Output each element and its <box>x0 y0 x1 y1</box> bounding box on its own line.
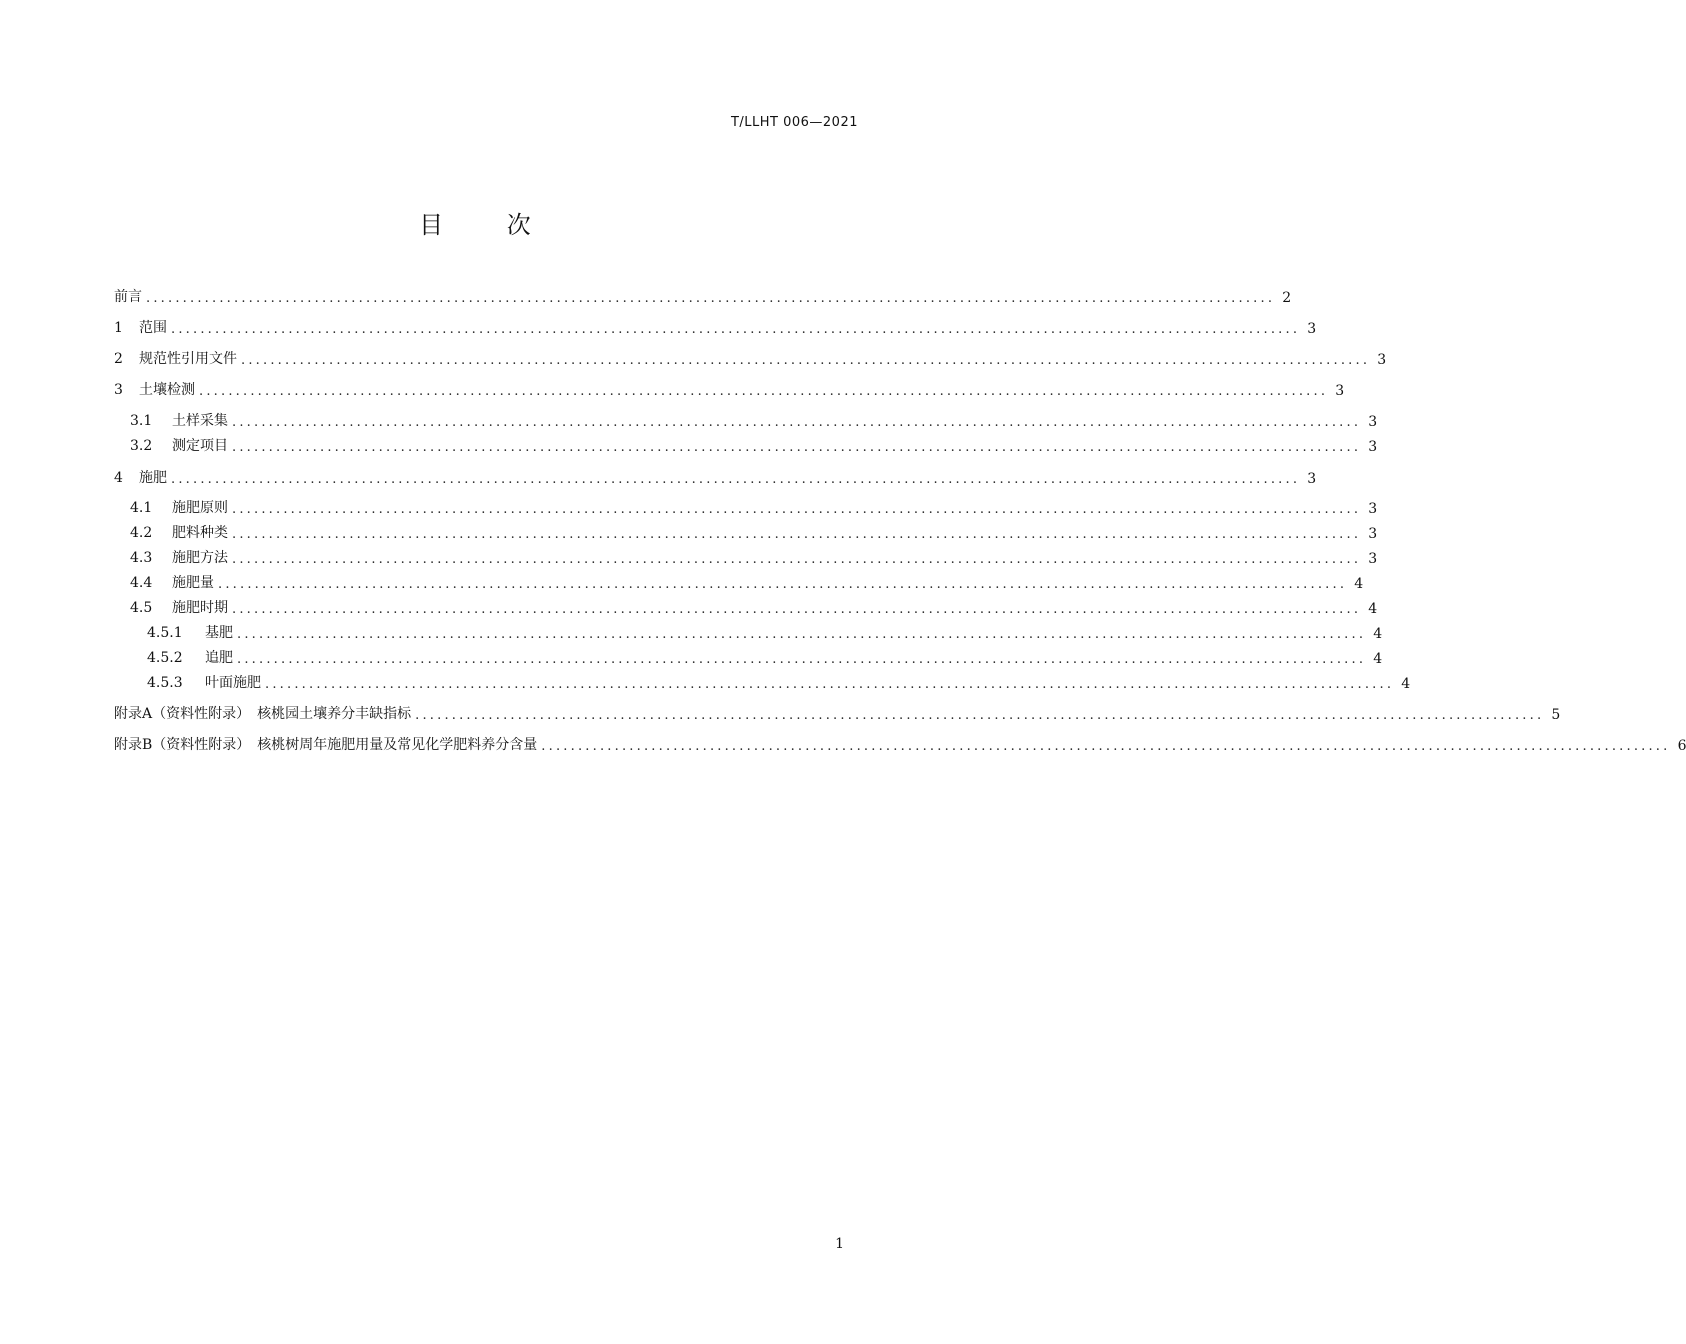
toc-entry-appendix-b[interactable] <box>114 734 1686 754</box>
toc-leader-dots: .......................................................................................................................................................... <box>232 415 1362 430</box>
toc-entry-text: 前言 <box>114 289 142 305</box>
toc-entry-label <box>130 522 230 542</box>
toc-entry-label <box>147 647 235 667</box>
toc-entry-number: 4.3 <box>130 550 153 566</box>
toc-entry-page: 3 <box>1368 501 1378 517</box>
toc-entry-number: 4 <box>114 470 123 486</box>
toc-entry-4-2[interactable] <box>114 522 1378 542</box>
toc-entry-page: 2 <box>1282 290 1292 306</box>
toc-leader-dots: .......................................................................................................................................................... <box>232 527 1362 542</box>
toc-entry-label <box>130 597 230 617</box>
toc-leader-dots: .......................................................................................................................................................... <box>541 739 1671 754</box>
document-code: T/LLHT 006—2021 <box>730 115 858 130</box>
toc-entry-text: 测定项目 <box>172 438 228 454</box>
toc-entry-4-5-2[interactable] <box>114 647 1383 667</box>
toc-entry-4[interactable] <box>114 467 1317 487</box>
toc-entry-3-1[interactable] <box>114 410 1378 430</box>
toc-leader-dots: .......................................................................................................................................................... <box>146 291 1276 306</box>
toc-leader-dots: .......................................................................................................................................................... <box>232 502 1362 517</box>
toc-entry-label <box>114 734 539 754</box>
toc-entry-label <box>130 547 230 567</box>
toc-entry-page: 4 <box>1401 676 1411 692</box>
toc-entry-text: 肥料种类 <box>172 525 228 541</box>
toc-entry-number: 2 <box>114 351 123 367</box>
toc-entry-label <box>130 572 216 592</box>
toc-entry-text: 追肥 <box>205 650 233 666</box>
toc-leader-dots: .......................................................................................................................................................... <box>218 577 1348 592</box>
toc-entry-page: 4 <box>1373 651 1383 667</box>
toc-entry-page: 3 <box>1368 414 1378 430</box>
toc-entry-number: 4.5 <box>130 600 153 616</box>
toc-entry-text: 施肥时期 <box>172 600 228 616</box>
toc-entry-label <box>147 622 235 642</box>
toc-entry-text: 叶面施肥 <box>205 675 261 691</box>
toc-entry-page: 6 <box>1677 738 1686 754</box>
toc-entry-page: 3 <box>1368 439 1378 455</box>
toc-entry-text: 施肥 <box>139 470 167 486</box>
toc-leader-dots: .......................................................................................................................................................... <box>265 677 1395 692</box>
toc-leader-dots: .......................................................................................................................................................... <box>199 384 1329 399</box>
toc-entry-page: 4 <box>1373 626 1383 642</box>
toc-entry-page: 3 <box>1307 321 1317 337</box>
toc-entry-number: 3.2 <box>130 438 153 454</box>
toc-leader-dots: .......................................................................................................................................................... <box>415 708 1545 723</box>
toc-entry-4-1[interactable] <box>114 497 1378 517</box>
toc-entry-3-2[interactable] <box>114 435 1378 455</box>
toc-entry-2[interactable] <box>114 348 1387 368</box>
toc-entry-number: 4.5.2 <box>147 650 183 666</box>
toc-entry-number: 3.1 <box>130 413 153 429</box>
toc-entry-number: 1 <box>114 320 123 336</box>
toc-entry-text: 土壤检测 <box>139 382 195 398</box>
toc-entry-label <box>130 435 230 455</box>
toc-leader-dots: .......................................................................................................................................................... <box>232 602 1362 617</box>
toc-entry-foreword[interactable] <box>114 286 1292 306</box>
toc-entry-number: 4.2 <box>130 525 153 541</box>
toc-leader-dots: .......................................................................................................................................................... <box>237 652 1367 667</box>
toc-leader-dots: .......................................................................................................................................................... <box>171 472 1301 487</box>
toc-entry-text: 规范性引用文件 <box>139 351 237 367</box>
toc-entry-4-5-3[interactable] <box>114 672 1411 692</box>
toc-entry-number: 4.1 <box>130 500 153 516</box>
toc-entry-label <box>114 286 144 306</box>
toc-entry-number: 3 <box>114 382 123 398</box>
toc-title: 目 次 <box>419 211 559 239</box>
toc-entry-1[interactable] <box>114 317 1317 337</box>
toc-entry-page: 3 <box>1368 526 1378 542</box>
toc-entry-number: 4.5.3 <box>147 675 183 691</box>
toc-entry-3[interactable] <box>114 379 1345 399</box>
toc-entry-label <box>114 467 169 487</box>
toc-entry-label <box>114 379 197 399</box>
toc-entry-label <box>114 317 169 337</box>
toc-leader-dots: .......................................................................................................................................................... <box>237 627 1367 642</box>
page-number: 1 <box>835 1236 844 1252</box>
toc-entry-text: 施肥方法 <box>172 550 228 566</box>
toc-entry-page: 3 <box>1307 471 1317 487</box>
toc-entry-text: 施肥原则 <box>172 500 228 516</box>
toc-entry-page: 3 <box>1368 551 1378 567</box>
toc-entry-page: 3 <box>1377 352 1387 368</box>
toc-entry-page: 3 <box>1335 383 1345 399</box>
toc-entry-label <box>147 672 263 692</box>
toc-leader-dots: .......................................................................................................................................................... <box>232 440 1362 455</box>
toc-entry-text: 范围 <box>139 320 167 336</box>
toc-entry-4-3[interactable] <box>114 547 1378 567</box>
toc-leader-dots: .......................................................................................................................................................... <box>241 353 1371 368</box>
toc-entry-text: 土样采集 <box>172 413 228 429</box>
toc-entry-appendix-a[interactable] <box>114 703 1561 723</box>
toc-entry-4-5-1[interactable] <box>114 622 1383 642</box>
toc-entry-page: 4 <box>1368 601 1378 617</box>
toc-entry-text: 基肥 <box>205 625 233 641</box>
toc-entry-text: 附录A（资料性附录） 核桃园土壤养分丰缺指标 <box>114 706 412 722</box>
toc-entry-label <box>130 410 230 430</box>
toc-entry-label <box>114 703 413 723</box>
toc-leader-dots: .......................................................................................................................................................... <box>232 552 1362 567</box>
toc-entry-page: 4 <box>1354 576 1364 592</box>
toc-entry-number: 4.5.1 <box>147 625 183 641</box>
toc-entry-label <box>114 348 239 368</box>
toc-entry-number: 4.4 <box>130 575 153 591</box>
toc-entry-text: 附录B（资料性附录） 核桃树周年施肥用量及常见化学肥料养分含量 <box>114 737 538 753</box>
toc-entry-text: 施肥量 <box>172 575 214 591</box>
toc-entry-label <box>130 497 230 517</box>
toc-entry-page: 5 <box>1551 707 1561 723</box>
toc-entry-4-5[interactable] <box>114 597 1378 617</box>
toc-leader-dots: .......................................................................................................................................................... <box>171 322 1301 337</box>
toc-entry-4-4[interactable] <box>114 572 1364 592</box>
